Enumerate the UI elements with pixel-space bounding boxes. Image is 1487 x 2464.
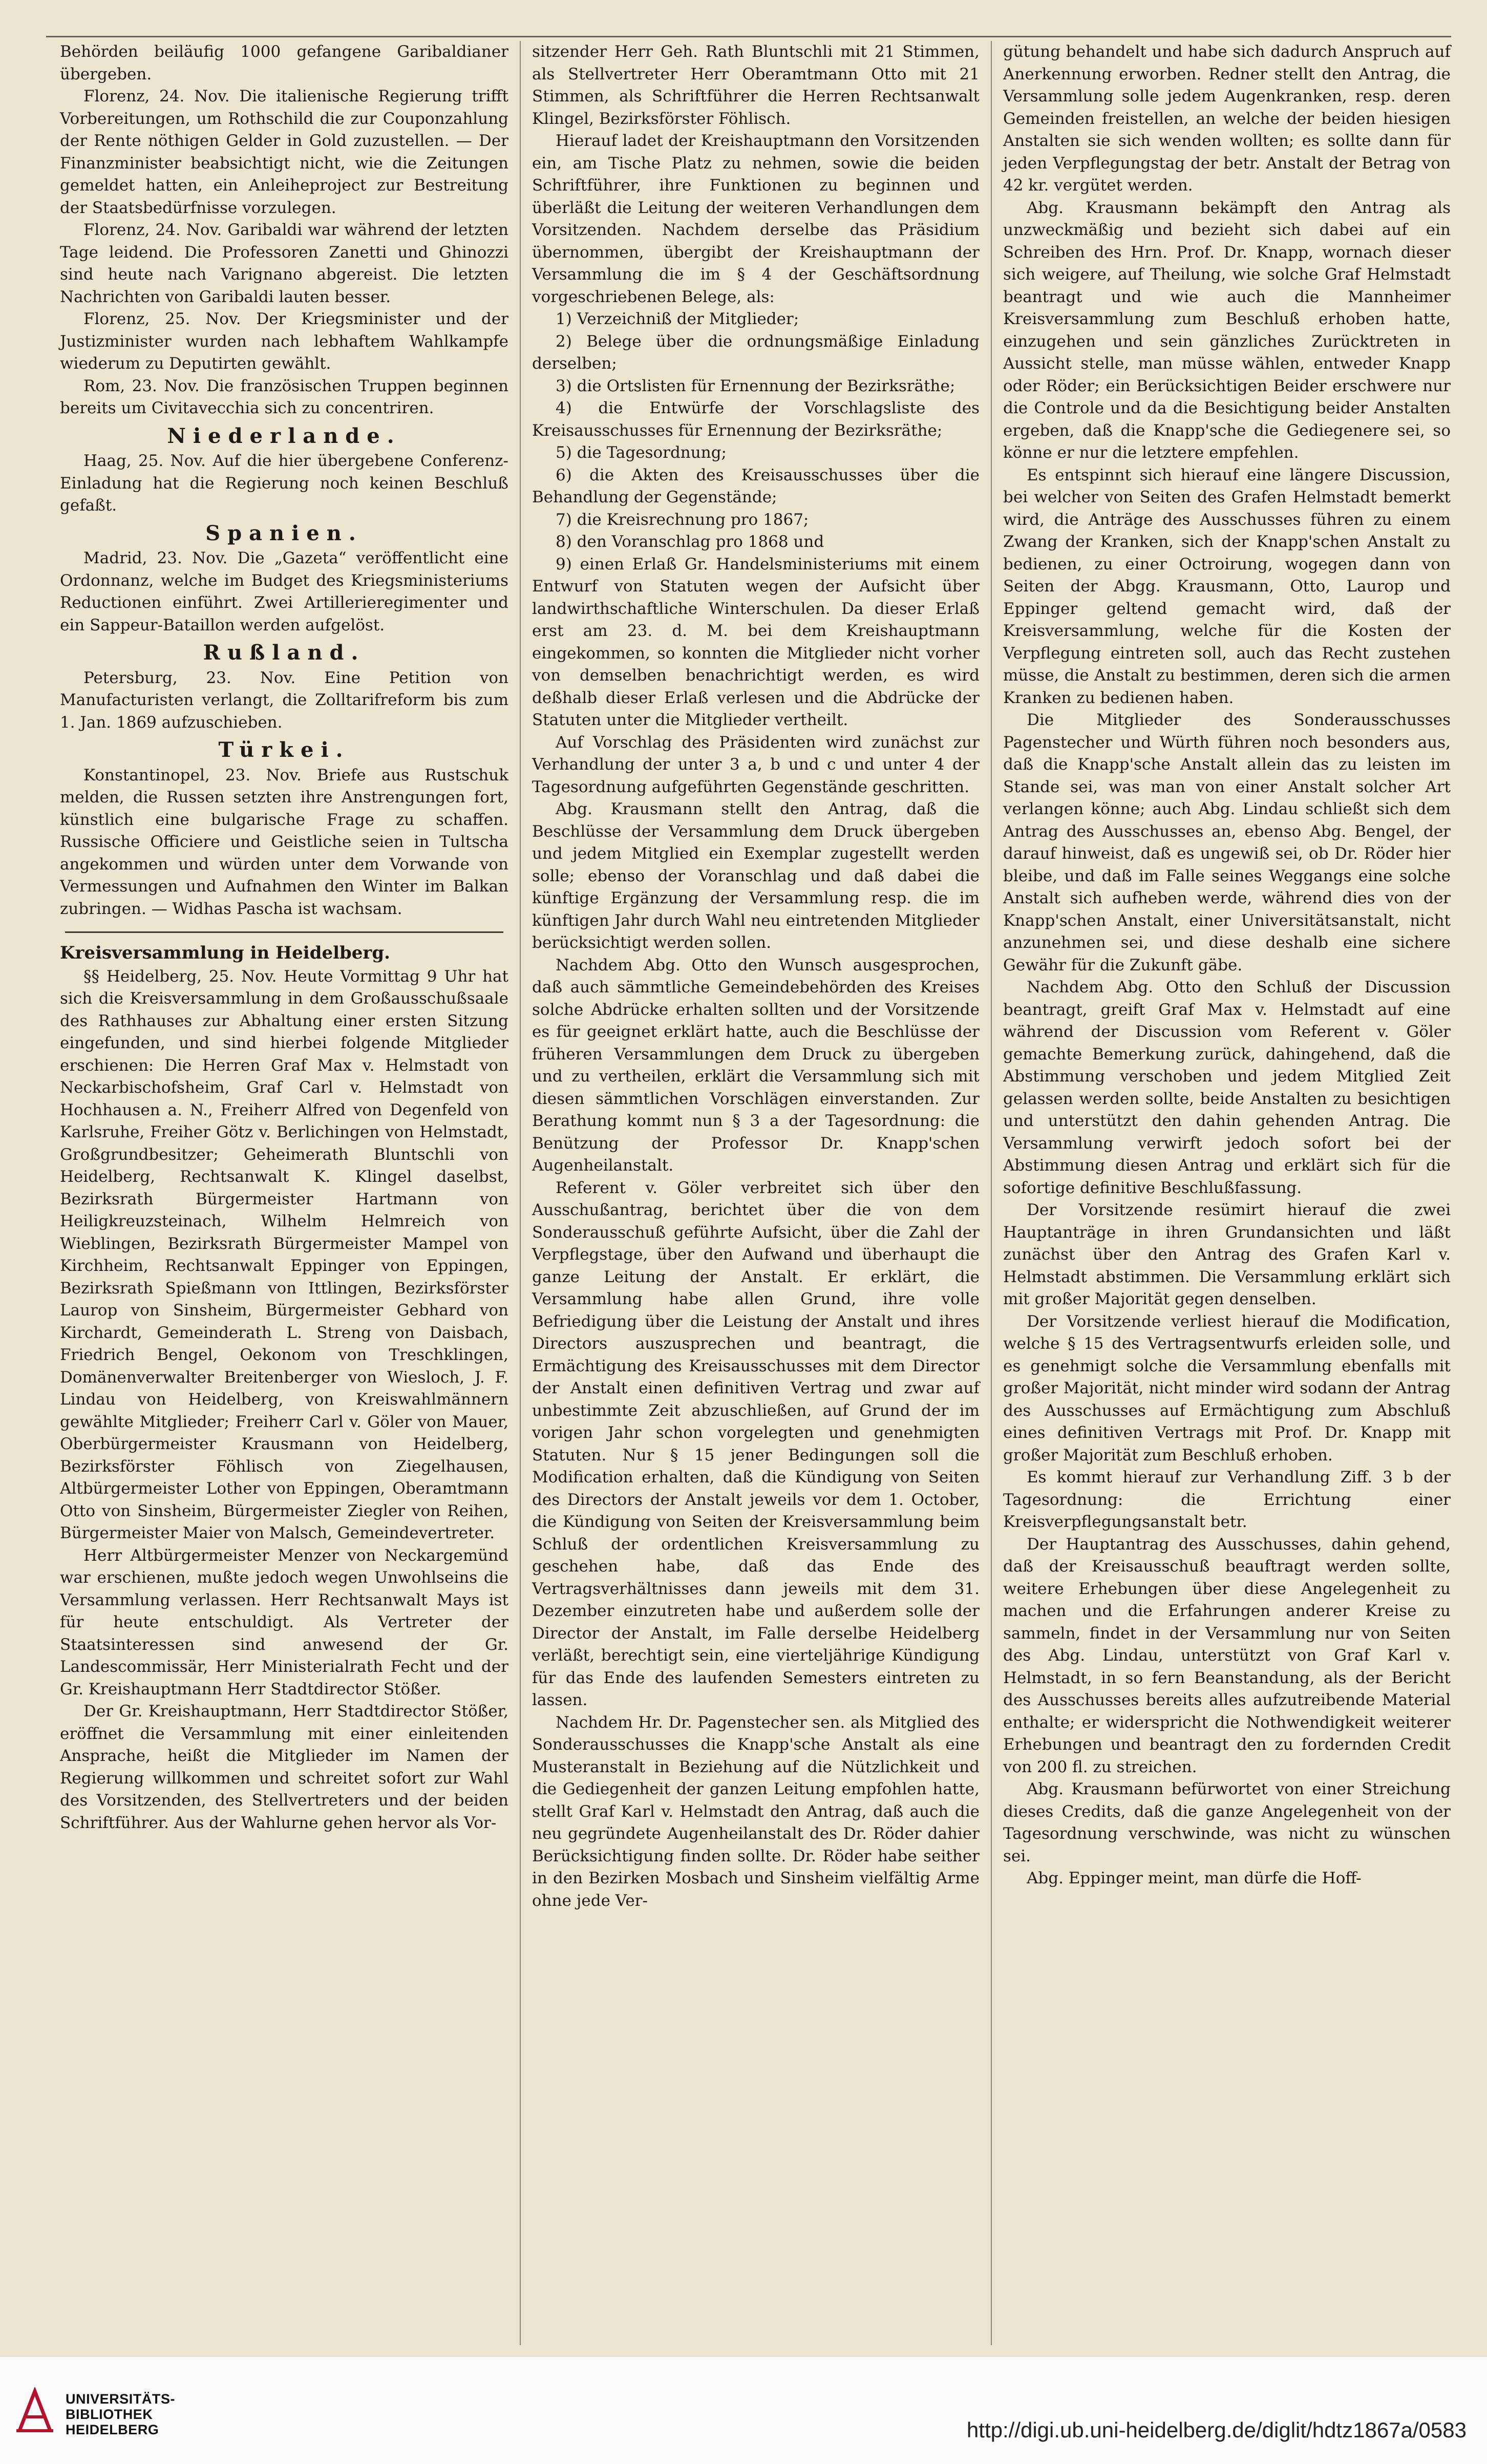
paragraph: 7) die Kreisrechnung pro 1867; [556,510,809,529]
article-separator [65,931,503,933]
paragraph: 3) die Ortslisten für Ernennung der Bezirksräthe; [556,376,955,395]
paragraph: Nachdem Abg. Otto den Wunsch ausgesprochen, daß auch sämmtliche Gemeindebehörden des Kreises solche Abdrücke erhalten sollten und der Vorsitzende es für geeignet erklärt hatte, auch die Beschlüsse der früheren Versammlungen dem Druck zu übergeben und zu vertheilen, erklärt die Versammlung sich mit diesen sämmtlichen Vorschlägen einverstanden. Zur Berathung kommt nun § 3 a der Tagesordnung: die Benützung der Professor Dr. Knapp'schen Augenheilanstalt. [532,955,980,1175]
top-rule [46,36,1451,37]
paragraph: Florenz, 24. Nov. Garibaldi war während der letzten Tage leidend. Die Professoren Zanetti und Ghinozzi sind heute nach Varignano abgereist. Die letzten Nachrichten von Garibaldi lauten besser. [60,221,508,306]
paragraph: Rom, 23. Nov. Die französischen Truppen beginnen bereits um Civitavecchia sich zu concentriren. [60,376,508,417]
section-heading: Rußland. [203,641,366,665]
paragraph: Florenz, 25. Nov. Der Kriegsminister und der Justizminister wurden nach lebhaftem Wahlkampfe wiederum zu Deputirten gewählt. [60,310,508,373]
paragraph: Abg. Eppinger meint, man dürfe die Hoff- [1027,1869,1362,1887]
paragraph: Haag, 25. Nov. Auf die hier übergebene Conferenz-Einladung hat die Regierung noch keinen Beschluß gefaßt. [60,452,508,515]
paragraph: Herr Altbürgermeister Menzer von Neckargemünd war erschienen, mußte jedoch wegen Unwohlseins die Versammlung verlassen. Herr Rechtsanwalt Mays ist für heute entschuldigt. Als Vertreter der Staatsinteressen sind anwesend der Gr. Landescommissär, Herr Ministerialrath Fecht und der Gr. Kreishauptmann Herr Stadtdirector Stößer. [60,1546,508,1698]
paragraph: Abg. Krausmann stellt den Antrag, daß die Beschlüsse der Versammlung dem Druck übergeben und jedem Mitglied ein Exemplar zugestellt werden solle; ebenso der Voranschlag und daß dabei die künftige Ergänzung der Versammlung resp. die im künftigen Jahr durch Wahl neu eintretenden Mitglieder berücksichtigt werden sollen. [532,800,980,952]
section-heading: Türkei. [218,738,350,762]
paragraph: Es kommt hierauf zur Verhandlung Ziff. 3 b der Tagesordnung: die Errichtung einer Kreisverpflegungsanstalt betr. [1003,1468,1451,1531]
paragraph: 6) die Akten des Kreisausschusses über die Behandlung der Gegenstände; [532,465,980,506]
paragraph: Behörden beiläufig 1000 gefangene Garibaldianer übergeben. [60,43,508,83]
section-heading: Spanien. [205,521,363,545]
paragraph: Referent v. Göler verbreitet sich über den Ausschußantrag, berichtet über die von dem Sonderausschuß geführte Aufsicht, über die Zahl der Verpflegstage, über den Aufwand und überhaupt die ganze Leitung der Anstalt. Er erklärt, die Versammlung habe allen Grund, ihre volle Befriedigung über die Leistung der Anstalt und ihres Directors auszusprechen und beantragt, die Ermächtigung des Kreisausschusses mit dem Director der Anstalt einen definitiven Vertrag und zwar auf unbestimmte Zeit abzuschließen, auf Grund der im vorigen Jahr schon vorgelegten und genehmigten Statuten. Nur § 15 jener Bedingungen soll die Modification erhalten, daß die Kündigung von Seiten des Directors der Anstalt jeweils vor dem 1. October, die Kündigung von Seiten der Kreisversammlung beim Schluß der ordentlichen Kreisversammlung zu geschehen habe, daß das Ende des Vertragsverhältnisses dann jeweils mit dem 31. Dezember einzutreten habe und außerdem solle der Director der Anstalt, im Falle derselbe Heidelberg verläßt, berechtigt sein, eine vierteljährige Kündigung für das Ende des laufenden Semesters eintreten zu lassen. [532,1178,980,1709]
paragraph: 1) Verzeichniß der Mitglieder; [556,310,799,328]
column-3 [991,41,1462,2345]
paragraph: Der Gr. Kreishauptmann, Herr Stadtdirector Stößer, eröffnet die Versammlung mit einer einleitenden Ansprache, heißt die Mitglieder im Namen der Regierung willkommen und schreitet sofort zur Wahl des Vorsitzenden, des Stellvertreters und der beiden Schriftführer. Aus der Wahlurne gehen hervor als Vor- [60,1702,508,1832]
paragraph: Der Vorsitzende resümirt hierauf die zwei Hauptanträge in ihren Grundansichten und läßt zunächst über den Antrag des Grafen Karl v. Helmstadt abstimmen. Die Versammlung erklärt sich mit großer Majorität gegen denselben. [1003,1201,1451,1308]
paragraph: Petersburg, 23. Nov. Eine Petition von Manufacturisten verlangt, die Zolltarifreform bis zum 1. Jan. 1869 aufzuschieben. [60,668,508,732]
library-name-line-1: UNIVERSITÄTS- [66,2391,176,2407]
paragraph: Nachdem Hr. Dr. Pagenstecher sen. als Mitglied des Sonderausschusses die Knapp'sche Anstalt als eine Musteranstalt in Beziehung auf die Nützlichkeit und die Gediegenheit der ganzen Leitung empfohlen hatte, stellt Graf Karl v. Helmstadt den Antrag, daß auch die neu gegründete Augenheilanstalt des Dr. Röder dahier Berücksichtigung finden sollte. Dr. Röder habe seither in den Bezirken Mosbach und Sinsheim vielfältig Arme ohne jede Ver- [532,1713,980,1910]
paragraph: Die Mitglieder des Sonderausschusses Pagenstecher und Würth führen noch besonders aus, daß die Knapp'sche Anstalt allein das zu leisten im Stande sei, was man von einer Anstalt solcher Art verlangen könne; auch Abg. Lindau schließt sich dem Antrag des Ausschusses an, ebenso Abg. Bengel, der darauf hinweist, daß es ungewiß sei, ob Dr. Röder hier bleibe, und daß im Falle seines Weggangs eine solche Anstalt sich aufheben werde, während dies von der Knapp'schen Anstalt, einer Universitätsanstalt, nicht anzunehmen sei, und diese deshalb eine sichere Gewähr für die Zukunft gäbe. [1003,711,1451,974]
column-1 [49,41,520,2345]
paragraph: 9) einen Erlaß Gr. Handelsministeriums mit einem Entwurf von Statuten wegen der Aufsicht über landwirthschaftliche Winterschulen. Da dieser Erlaß erst am 23. d. M. bei dem Kreishauptmann eingekommen, so konnten die Mitglieder nicht vorher von demselben benachrichtigt werden, es wird deßhalb dieser Erlaß verlesen und die Abdrücke der Statuten unter die Mitglieder vertheilt. [532,555,980,729]
paragraph: Der Vorsitzende verliest hierauf die Modification, welche § 15 des Vertragsentwurfs erleiden solle, und es genehmigt solche die Versammlung ebenfalls mit großer Majorität, nicht minder wird sodann der Antrag des Ausschusses auf Ermächtigung zum Abschluß eines definitiven Vertrags mit Prof. Dr. Knapp mit großer Majorität zum Beschluß erhoben. [1003,1312,1451,1464]
paragraph: 2) Belege über die ordnungsmäßige Einladung derselben; [532,332,980,373]
paragraph: Florenz, 24. Nov. Die italienische Regierung trifft Vorbereitungen, um Rothschild die zur Couponzahlung der Rente nöthigen Gelder in Gold zuzustellen. — Der Finanzminister beabsichtigt nicht, wie die Zeitungen gemeldet hatten, ein Anleiheproject zur Bestreitung der Staatsbedürfnisse vorzulegen. [60,87,508,217]
paragraph: Hierauf ladet der Kreishauptmann den Vorsitzenden ein, am Tische Platz zu nehmen, sowie die beiden Schriftführer, ihre Funktionen zu beginnen und überläßt die Leitung der weiteren Verhandlungen dem Vorsitzenden. Nachdem derselbe das Präsidium übernommen, übergibt der Kreishauptmann der Versammlung die im § 4 der Geschäftsordnung vorgeschriebenen Belege, als: [532,132,980,306]
paragraph: Madrid, 23. Nov. Die „Gazeta“ veröffentlicht eine Ordonnanz, welche im Budget des Kriegsministeriums Reductionen einführt. Zwei Artillerieregimenter und ein Sappeur-Bataillon werden aufgelöst. [60,549,508,634]
column-2 [520,41,991,2345]
section-heading: Kreisversammlung in Heidelberg. [60,943,390,963]
paragraph: §§ Heidelberg, 25. Nov. Heute Vormittag 9 Uhr hat sich die Kreisversammlung in dem Großausschußsaale des Rathhauses zur Abhaltung einer ersten Sitzung eingefunden, und sind hierbei folgende Mitglieder erschienen: Die Herren Graf Max v. Helmstadt von Neckarbischofsheim, Graf Carl v. Helmstadt von Hochhausen a. N., Freiherr Alfred von Degenfeld von Karlsruhe, Freiher Götz v. Berlichingen von Helmstadt, Großgrundbesitzer; Geheimerath Bluntschli von Heidelberg, Rechtsanwalt K. Klingel daselbst, Bezirksrath Bürgermeister Hartmann von Heiligkreuzsteinach, Wilhelm Helmreich von Wieblingen, Bezirksrath Bürgermeister Mampel von Kirchheim, Rechtsanwalt Eppinger von Eppingen, Bezirksrath Spießmann von Ittlingen, Bezirksförster Laurop von Sinsheim, Bürgermeister Gebhard von Kirchardt, Gemeinderath L. Streng von Daisbach, Friedrich Bengel, Oekonom von Treschklingen, Domänenverwalter Breitenberger von Wiesloch, J. F. Lindau von Heidelberg, von Kreiswahlmännern gewählte Mitglieder; Freiherr Carl v. Göler von Mauer, Oberbürgermeister Krausmann von Heidelberg, Bezirksförster Föhlisch von Ziegelhausen, Altbürgermeister Lother von Eppingen, Oberamtmann Otto von Sinsheim, Bürgermeister Ziegler von Reihen, Bürgermeister Maier von Malsch, Gemeindevertreter. [60,967,508,1542]
paragraph: Abg. Krausmann befürwortet von einer Streichung dieses Credits, daß die ganze Angelegenheit von der Tagesordnung verschwinde, was nicht zu wünschen sei. [1003,1780,1451,1865]
paragraph: 4) die Entwürfe der Vorschlagsliste des Kreisausschusses für Ernennung der Bezirksräthe; [532,399,980,440]
paragraph: sitzender Herr Geh. Rath Bluntschli mit 21 Stimmen, als Stellvertreter Herr Oberamtmann Otto mit 21 Stimmen, als Schriftführer die Herren Rechtsanwalt Klingel, Bezirksförster Föhlisch. [532,43,980,128]
university-seal-icon [14,2387,55,2433]
paragraph: 8) den Voranschlag pro 1868 und [556,533,824,551]
paragraph: Abg. Krausmann bekämpft den Antrag als unzweckmäßig und bezieht sich dabei auf ein Schreiben des Hrn. Prof. Dr. Knapp, wornach dieser sich weigere, auf Theilung, wie solche Graf Helmstadt beantragt und wie auch die Mannheimer Kreisversammlung zum Beschluß erhoben hatte, einzugehen und sein gänzliches Zurücktreten in Aussicht stelle, man müsse wählen, entweder Knapp oder Röder; ein Berücksichtigen Beider erschwere nur die Controle und da die Besichtigung beider Anstalten ergeben, daß die Knapp'sche die Gediegenere sei, so könne er nur die letztere empfehlen. [1003,198,1451,462]
paragraph: Der Hauptantrag des Ausschusses, dahin gehend, daß der Kreisausschuß beauftragt werden sollte, weitere Erhebungen über diese Angelegenheit zu machen und die Erfahrungen anderer Kreise zu sammeln, findet in der Versammlung nur von Seiten des Abg. Lindau, unterstützt von Graf Karl v. Helmstadt, in so fern Beanstandung, als der Bericht des Ausschusses bereits alles aufzutreibende Material enthalte; er widerspricht die Nothwendigkeit weiterer Erhebungen und beantragt den zu fordernden Credit von 200 fl. zu streichen. [1003,1535,1451,1776]
paragraph: Auf Vorschlag des Präsidenten wird zunächst zur Verhandlung der unter 3 a, b und c und unter 4 der Tagesordnung aufgeführten Gegenstände geschritten. [532,733,980,796]
paragraph: Konstantinopel, 23. Nov. Briefe aus Rustschuk melden, die Russen setzten ihre Anstrengungen fort, künstlich eine bulgarische Frage zu schaffen. Russische Officiere und Geistliche seien in Tultscha angekommen und würden unter dem Vorwande von Vermessungen und Aufnahmen den Winter im Balkan zubringen. — Widhas Pascha ist wachsam. [60,766,508,918]
page-url[interactable]: http://digi.ub.uni-heidelberg.de/diglit/hdtz1867a/0583 [966,2418,1467,2442]
paragraph: 5) die Tagesordnung; [556,443,727,462]
library-name-line-2: BIBLIOTHEK [66,2407,153,2422]
library-name [66,2391,175,2437]
section-heading: Niederlande. [167,423,401,448]
library-name-line-3: HEIDELBERG [66,2422,159,2437]
paragraph: Nachdem Abg. Otto den Schluß der Discussion beantragt, greift Graf Max v. Helmstadt auf eine während der Discussion vom Referent v. Göler gemachte Bemerkung zurück, dahingehend, daß die Abstimmung verschoben und jedem Mitglied Zeit gelassen werden sollte, beide Anstalten zu besichtigen und unterstützt den dahin gehenden Antrag. Die Versammlung verwirft jedoch sofort bei der Abstimmung diesen Antrag und erklärt sich für die sofortige definitive Beschlußfassung. [1003,978,1451,1197]
library-footer [0,2356,1487,2464]
paragraph: Es entspinnt sich hierauf eine längere Discussion, bei welcher von Seiten des Grafen Helmstadt bemerkt wird, die Anträge des Ausschusses führen zu einem Zwang der Kranken, sich der Knapp'schen Anstalt zu bedienen, zu einer Octroirung, wogegen dann von Seiten der Abgg. Krausmann, Otto, Laurop und Eppinger geltend gemacht wird, daß der Kreisversammlung, welche für die Kosten der Verpflegung eintreten soll, auch das Recht zustehen müsse, die Anstalt zu bestimmen, deren sich die armen Kranken zu bedienen haben. [1003,465,1451,707]
paragraph: gütung behandelt und habe sich dadurch Anspruch auf Anerkennung erworben. Redner stellt den Antrag, die Versammlung solle jedem Augenkranken, resp. deren Gemeinden freistellen, an welche der beiden hiesigen Anstalten sie sich wenden wollten; es sollte dann für jeden Verpflegungstag der betr. Anstalt der Betrag von 42 kr. vergütet werden. [1003,43,1451,195]
text-columns [49,41,1462,2345]
